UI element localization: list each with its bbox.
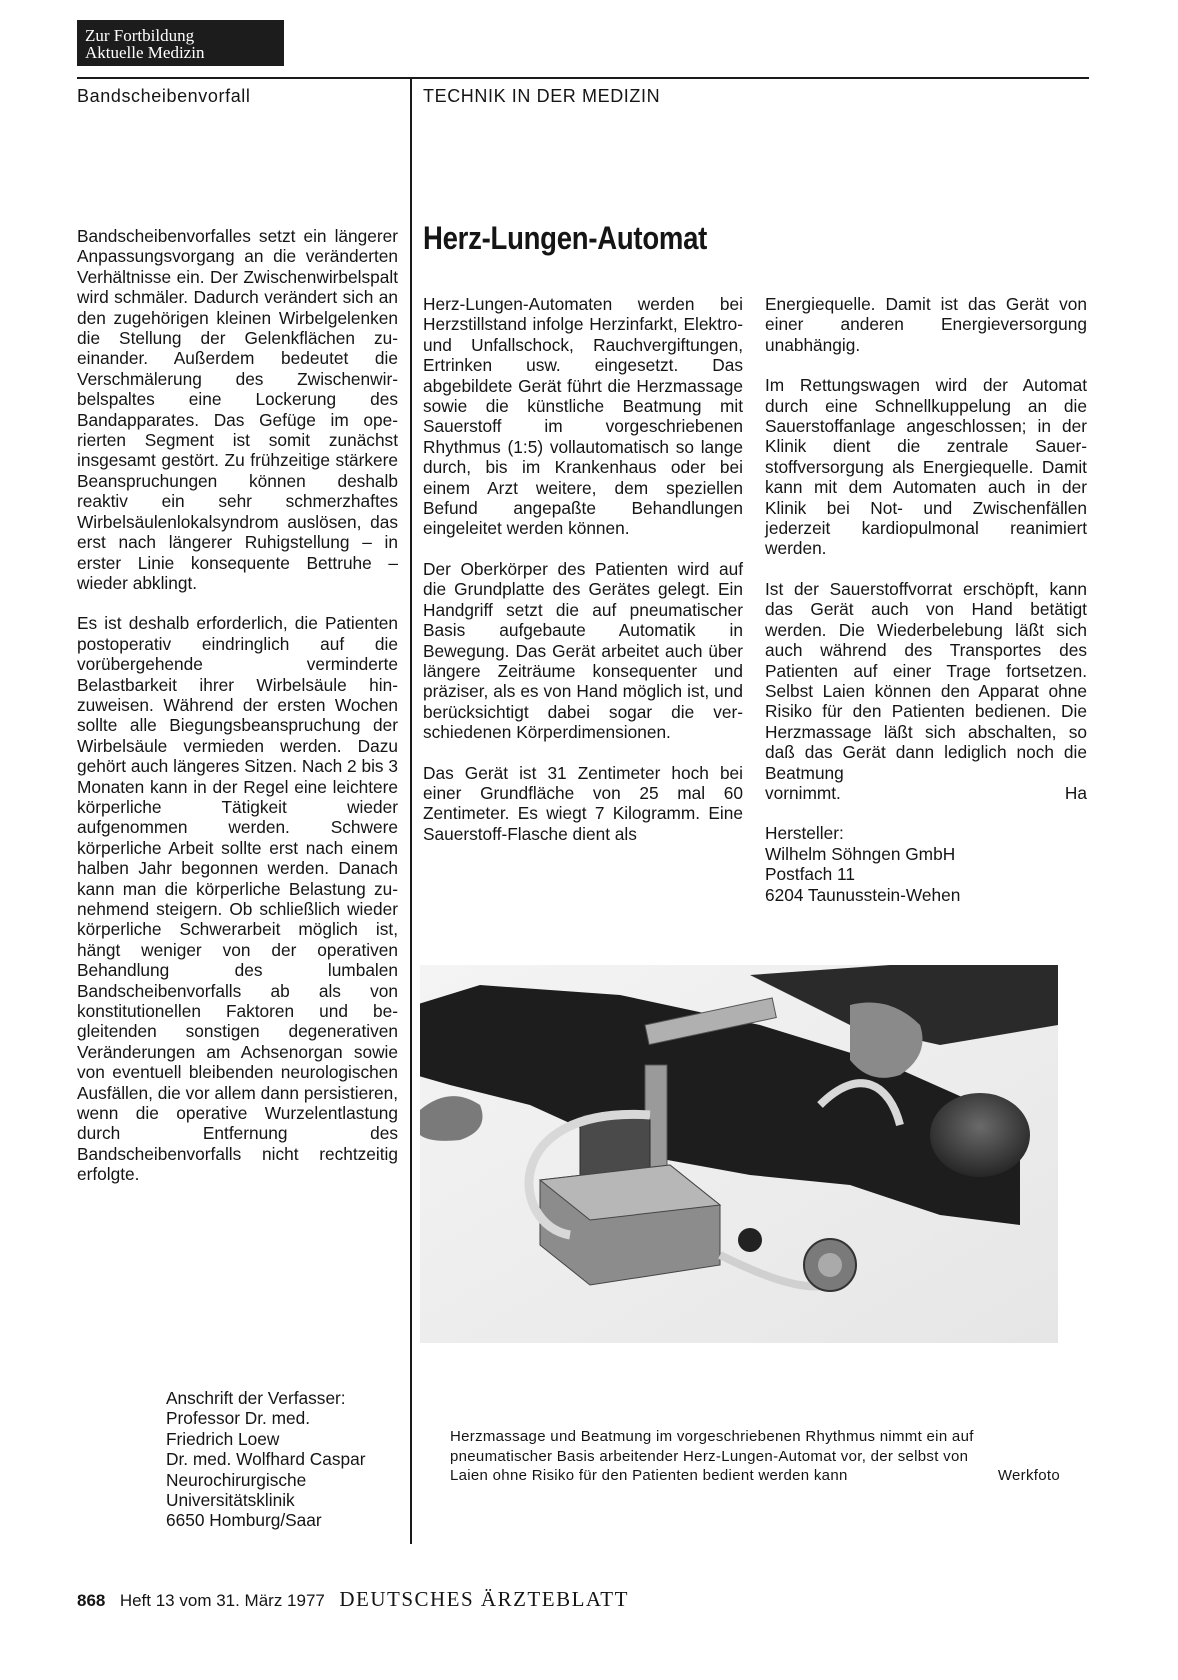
photo-caption (450, 1427, 1060, 1486)
caption-line: Herzmassage und Beatmung im vorgeschriebenen Rhythmus nimmt ein auf (450, 1428, 974, 1445)
photo-credit: Werkfoto (997, 1467, 1060, 1484)
badge-line-1: Zur Fortbildung (85, 26, 195, 45)
manufacturer-line: Postfach 11 (765, 864, 855, 885)
journal-name: DEUTSCHES ÄRZTEBLATT (339, 1587, 629, 1611)
author-address (166, 1388, 365, 1531)
left-paragraph: Bandscheibenvorfalles setzt ein längerer Anpassungsvorgang an die veränderten Verhältnisse ein. Der Zwischenwirbelspalt wird schmäler. Dadurch verändert sich an den zugehörigen kleinen Wirbelgelenken die Stellung der Gelenkflächen zueinander. Außerdem bedeutet die Verschmälerung des Zwischenwirbelspaltes eine Lockerung des Bandapparates. Das Gefüge im operierten Segment ist somit zunächst insgesamt gestört. Zu frühzeitige stärkere Beanspruchungen können deshalb reaktiv ein sehr schmerzhaftes Wirbelsäulenlokalsyndrom auslösen, das erst nach längerer Ruhigstellung – in erster Linie konsequente Bettruhe – wieder abklingt. (77, 226, 398, 593)
address-line: Neurochirurgische (166, 1469, 307, 1490)
final-line-text: vornimmt. (765, 782, 841, 803)
manufacturer-line: Wilhelm Söhngen GmbH (765, 843, 956, 864)
middle-article-column (423, 294, 743, 844)
regulator-gauge (818, 1253, 842, 1277)
article-paragraph: Der Oberkörper des Patienten wird auf die Grundplatte des Gerätes gelegt. Ein Handgriff setzt die auf pneumatischer Basis aufgebaute Automatik in Bewegung. Das Gerät arbeitet auch über längere Zeiträume konsequenter und präziser, als es von Hand möglich ist, und berücksichtigt dabei sogar die verschiedenen Körperdimensionen. (423, 558, 743, 743)
caption-line: Laien ohne Risiko für den Patienten bedient werden kann (450, 1467, 848, 1484)
patient-head (930, 1093, 1030, 1177)
page-number: 868 (77, 1591, 106, 1610)
left-article-column (77, 226, 398, 1185)
header-rule (77, 77, 1089, 79)
address-line: Professor Dr. med. (166, 1408, 311, 1429)
right-section-label: TECHNIK IN DER MEDIZIN (423, 86, 661, 106)
column-divider (410, 77, 412, 1544)
badge-line-2: Aktuelle Medizin (85, 43, 205, 62)
address-line: Universitätsklinik (166, 1490, 295, 1511)
address-line: Dr. med. Wolfhard Caspar (166, 1449, 366, 1470)
article-paragraph (765, 579, 1087, 783)
address-line: Friedrich Loew (166, 1428, 280, 1449)
article-paragraph: Das Gerät ist 31 Zentimeter hoch bei einer Grundfläche von 25 mal 60 Zentimeter. Es wiegt 7 Kilogramm. Eine Sauerstoff-Flasche dient als (423, 762, 743, 844)
page-footer (77, 1587, 629, 1612)
manufacturer-line: Hersteller: (765, 823, 844, 844)
manufacturer-block (765, 823, 1087, 905)
manufacturer-line: 6204 Taunusstein-Wehen (765, 884, 961, 905)
address-line: Anschrift der Verfasser: (166, 1388, 346, 1408)
caption-line: pneumatischer Basis arbeitender Herz-Lungen-Automat vor, der selbst von (450, 1447, 969, 1465)
control-knob (738, 1228, 762, 1252)
caption-last-row (450, 1466, 1060, 1486)
address-line: 6650 Homburg/Saar (166, 1510, 322, 1531)
device-photo (420, 965, 1058, 1343)
article-paragraph: Im Rettungswagen wird der Automat durch eine Schnellkuppelung an die Sauerstoffanlage angeschlossen; in der Klinik dient die zentrale Sauerstoffversorgung als Energiequelle. Damit kann mit dem Automaten auch in der Klinik bei Not- und Zwischenfällen jederzeit kardiopulmonal reanimiert werden. (765, 375, 1087, 559)
left-paragraph: Es ist deshalb erforderlich, die Patienten postoperativ eindringlich auf die vorübergehende verminderte Belastbarkeit ihrer Wirbelsäule hinzuweisen. Während der ersten Wochen sollte alle Biegungsbeanspruchung der Wirbelsäule vermieden werden. Dazu gehört auch längeres Sitzen. Nach 2 bis 3 Monaten kann in der Regel eine leichtere körperliche Tätigkeit wieder aufgenommen werden. Schwere körperliche Arbeit sollte erst nach einem halben Jahr begonnen werden. Danach kann man die körperliche Belastung zunehmend steigern. Ob schließlich wieder körperliche Schwerarbeit möglich ist, hängt weniger von der operativen Behandlung des lumbalen Bandscheibenvorfalls ab als von konstitutionellen Faktoren und begleitenden sonstigen degenerativen Veränderungen am Achsenorgan sowie von eventuell bleibenden neurologischen Ausfällen, die vor allem dann persistieren, wenn die operative Wurzelentlastung durch Entfernung des Bandscheibenvorfalls nicht rechtzeitig erfolgte. (77, 613, 398, 1185)
author-signature: Ha (1064, 782, 1087, 803)
right-article-column (765, 294, 1087, 905)
signature-row (765, 783, 1087, 803)
article-headline: Herz-Lungen-Automat (423, 220, 708, 256)
section-badge (77, 20, 284, 66)
article-paragraph: Herz-Lungen-Automaten werden bei Herzstillstand infolge Herzinfarkt, Elektro- und Unfallschock, Rauchvergiftungen, Ertrinken usw. eingesetzt. Das abgebildete Gerät führt die Herzmassage sowie die künstliche Beatmung mit Sauerstoff im vorgeschriebenen Rhythmus (1:5) vollautomatisch so lange durch, bis im Krankenhaus oder bei einem Arzt weitere, dem speziellen Befund angepaßte Behandlungen eingeleitet werden können. (423, 294, 743, 539)
final-paragraph-text: Ist der Sauerstoffvorrat erschöpft, kann das Gerät auch von Hand betätigt werden. Die Wiederbelebung läßt sich auch während des Transportes des Patienten auf einer Trage fortsetzen. Selbst Laien können den Apparat ohne Risiko für den Patienten bedienen. Die Herzmassage läßt sich abschalten, so daß das Gerät dann lediglich noch die Beatmung (765, 578, 1087, 783)
left-section-label: Bandscheibenvorfall (77, 86, 251, 106)
issue-info: Heft 13 vom 31. März 1977 (119, 1591, 325, 1610)
article-paragraph: Energiequelle. Damit ist das Gerät von einer anderen Energieversorgung unabhängig. (765, 294, 1087, 355)
